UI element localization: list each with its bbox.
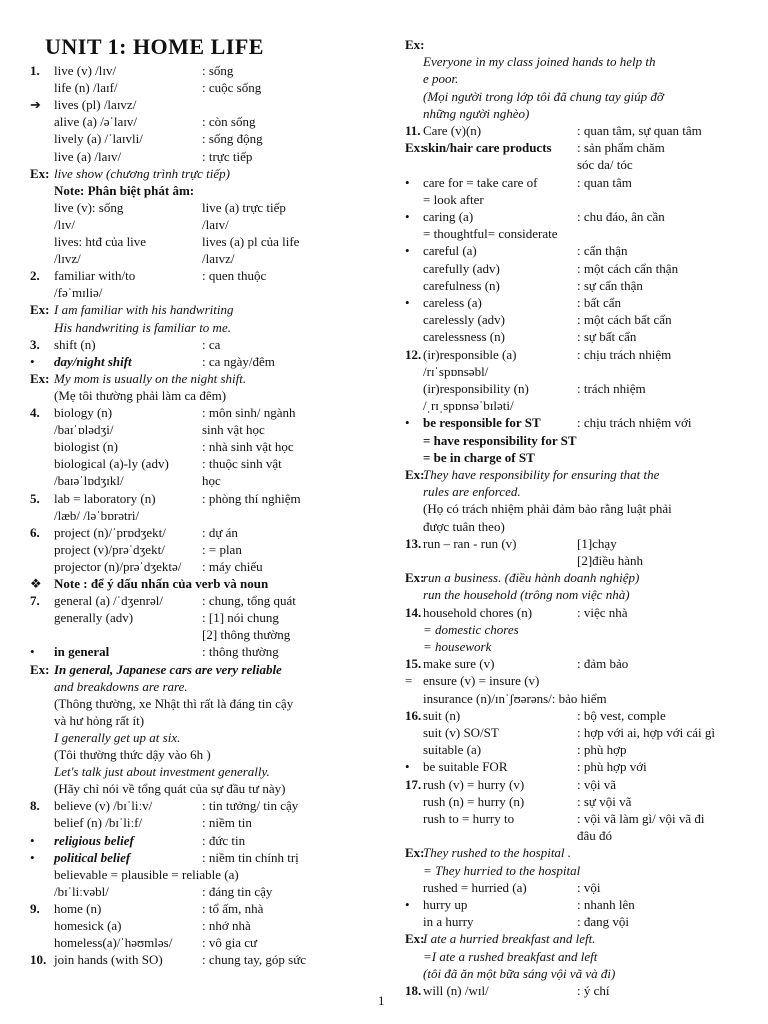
line-term: day/night shift (54, 353, 132, 369)
line-marker: 7. (30, 593, 40, 609)
line-term: care for = take care of (423, 174, 538, 190)
line-term: /bɪˈliːvəbl/ (54, 883, 109, 899)
line-term: home (n) (54, 900, 102, 916)
line-term: carefully (adv) (423, 260, 500, 276)
line-term: /baɪˈɒlədʒi/ (54, 422, 114, 438)
line-term: lively (a) /ˈlaɪvli/ (54, 131, 143, 147)
line-marker: 16. (405, 707, 422, 723)
line-term: được tuân theo) (423, 518, 505, 534)
line-term: They have responsibility for ensuring that the (423, 467, 660, 482)
line-meaning: : cẩn thận (577, 243, 628, 259)
line-term: /ˌrɪˌspɒnsəˈbɪləti/ (423, 398, 514, 414)
line-term: = domestic chores (423, 621, 519, 637)
line-meaning: : dự án (202, 524, 238, 540)
line-marker: Ex: (405, 931, 425, 947)
line-term: /baɪəˈlɒdʒɪkl/ (54, 473, 124, 489)
line-marker: Ex: (405, 467, 425, 482)
line-term: I am familiar with his handwriting (54, 302, 234, 318)
line-meaning: : bộ vest, comple (577, 707, 666, 723)
line-term: believable = plausible = reliable (a) (54, 866, 239, 882)
line-marker: 18. (405, 983, 422, 998)
line-marker: 17. (405, 776, 422, 792)
line-term: project (n)/ˈprɒdʒekt/ (54, 524, 166, 540)
line-marker: 4. (30, 405, 40, 420)
line-marker: Ex: (405, 140, 425, 156)
line-meaning: : quen thuộc (202, 268, 267, 284)
line-term: join hands (with SO) (54, 952, 163, 968)
line-marker: • (405, 897, 410, 912)
line-term: project (v)/prəˈdʒekt/ (54, 541, 165, 557)
line-term: = look after (423, 191, 484, 207)
line-meaning: : trách nhiệm (577, 381, 646, 396)
line-marker: 15. (405, 656, 422, 672)
line-meaning: : phòng thí nghiệm (202, 490, 301, 506)
line-term: = be in charge of ST (423, 449, 535, 465)
line-term: và hư hỏng rất ít) (54, 712, 145, 728)
line-term: careless (a) (423, 295, 482, 310)
line-term: In general, Japanese cars are very reliable (54, 661, 282, 677)
line-term: Note: Phân biệt phát âm: (54, 182, 195, 198)
line-meaning: : cuộc sống (202, 80, 262, 96)
line-term: biological (a)-ly (adv) (54, 456, 169, 472)
line-marker: Ex: (405, 37, 425, 52)
line-meaning: : phù hợp (577, 742, 627, 758)
line-marker: 10. (30, 952, 47, 968)
line-term: generally (adv) (54, 610, 134, 626)
line-meaning: : thuộc sinh vật (202, 456, 282, 472)
line-term: (Thông thường, xe Nhật thì rất là đáng tin cậy (54, 695, 294, 711)
line-meaning: : sự vội vã (577, 793, 632, 809)
line-meaning: : đảm bảo (577, 656, 629, 672)
line-meaning: : chung tay, góp sức (202, 952, 307, 968)
line-term: (Hãy chỉ nói về tổng quát của sự đầu tư này) (54, 781, 286, 797)
line-term: carelessness (n) (423, 329, 505, 345)
line-meaning: : vội vã (577, 776, 616, 792)
line-meaning: : trực tiếp (202, 148, 253, 164)
line-marker: 8. (30, 798, 40, 814)
line-meaning: : vô gia cư (202, 935, 258, 951)
line-term: My mom is usually on the night shift. (54, 370, 247, 386)
line-term: biology (n) (54, 405, 113, 420)
line-term: Everyone in my class joined hands to help th (423, 54, 656, 70)
line-meaning: : phù hợp với (577, 759, 647, 775)
line-marker: Ex: (30, 661, 50, 677)
line-term: lives (pl) /laɪvz/ (54, 97, 137, 113)
line-meaning: : đức tin (202, 832, 246, 848)
line-meaning: [2] thông thường (202, 627, 291, 643)
line-term: (Họ có trách nhiệm phải đảm bảo rằng luật phải (423, 501, 672, 517)
line-term: I generally get up at six. (54, 729, 181, 745)
line-term: = thoughtful= considerate (423, 226, 558, 242)
line-meaning: : ý chí (577, 983, 610, 998)
line-term: in general (54, 644, 110, 660)
line-term: /lɪv/ (54, 216, 75, 232)
line-marker: = (405, 673, 413, 689)
line-meaning: : niềm tin chính trị (202, 849, 299, 865)
line-term: /rɪˈspɒnsəbl/ (423, 363, 489, 379)
line-marker: • (405, 295, 410, 310)
line-marker: Ex: (30, 165, 50, 181)
line-term: familiar with/to (54, 268, 136, 284)
line-meaning: live (a) trực tiếp (202, 199, 286, 215)
line-meaning: : sống động (202, 131, 263, 147)
line-meaning: : chung, tổng quát (202, 593, 296, 609)
line-term: His handwriting is familiar to me. (54, 319, 231, 335)
line-term: household chores (n) (423, 604, 533, 620)
line-meaning: : nhà sinh vật học (202, 439, 294, 455)
line-marker: 6. (30, 524, 40, 540)
line-term: (tôi đã ăn một bữa sáng vội vã và đi) (423, 965, 616, 981)
line-term: /læb/ /ləˈbɒrətri/ (54, 507, 140, 523)
line-term: believe (v) /bɪˈliːv/ (54, 798, 153, 814)
line-term: will (n) /wɪl/ (423, 983, 489, 998)
line-marker: Ex: (405, 845, 425, 861)
line-meaning: học (202, 473, 221, 489)
line-term: rush (v) = hurry (v) (423, 776, 525, 792)
page-number: 1 (378, 993, 385, 1008)
line-term: and breakdowns are rare. (54, 678, 188, 694)
line-term: live (v): sống (54, 199, 124, 215)
line-meaning: : tin tưởng/ tin cậy (202, 798, 299, 814)
line-term: (ir)responsible (a) (423, 346, 517, 362)
line-marker: • (30, 353, 35, 369)
line-meaning: : vội (577, 879, 601, 895)
line-meaning: [1]chạy (577, 535, 617, 551)
line-term: live (v) /lɪv/ (54, 63, 117, 78)
line-term: insurance (n)/ɪnˈʃʊərəns/: bảo hiểm (423, 690, 607, 706)
line-meaning: : tổ ấm, nhà (202, 900, 264, 916)
line-meaning: : chịu trách nhiệm với (577, 415, 692, 431)
line-term: rules are enforced. (423, 484, 521, 500)
line-term: They rushed to the hospital . (423, 845, 572, 861)
line-term: rushed = hurried (a) (423, 879, 527, 895)
line-term: =I ate a rushed breakfast and left (423, 948, 598, 964)
line-meaning: : quan tâm (577, 174, 632, 190)
line-term: general (a) /ˈdʒenrəl/ (54, 593, 163, 609)
line-meaning: : đáng tin cậy (202, 883, 273, 899)
line-term: run – ran - run (v) (423, 535, 517, 551)
line-meaning: : hợp với ai, hợp với cái gì (577, 725, 715, 740)
line-meaning: : quan tâm, sự quan tâm (577, 123, 702, 138)
line-marker: 13. (405, 535, 422, 551)
line-term: life (n) /laɪf/ (54, 80, 118, 96)
line-marker: 5. (30, 490, 40, 506)
line-marker: 1. (30, 63, 40, 78)
line-term: homesick (a) (54, 918, 122, 933)
page-title: UNIT 1: HOME LIFE (45, 34, 264, 59)
line-term: = housework (423, 639, 492, 654)
line-meaning: : = plan (202, 541, 242, 557)
line-term: rush to = hurry to (423, 811, 515, 826)
line-term: live (a) /laɪv/ (54, 148, 122, 164)
line-term: alive (a) /əˈlaɪv/ (54, 114, 138, 130)
line-term: suit (v) SO/ST (423, 725, 499, 740)
line-meaning: : chịu trách nhiệm (577, 346, 672, 362)
line-marker: • (405, 209, 410, 224)
line-meaning: : bất cẩn (577, 295, 622, 310)
line-marker: • (405, 415, 410, 431)
line-marker: • (30, 849, 35, 865)
line-term: suitable (a) (423, 742, 482, 758)
line-meaning: : môn sinh/ ngành (202, 405, 296, 420)
line-term: rush (n) = hurry (n) (423, 793, 525, 809)
line-term: Note : để ý dấu nhấn của verb và noun (54, 576, 269, 591)
line-marker: ➔ (30, 97, 41, 113)
line-marker: • (30, 832, 35, 848)
line-marker: • (405, 243, 410, 259)
line-meaning: sóc da/ tóc (577, 157, 633, 173)
line-meaning: : đang vội (577, 914, 629, 930)
line-term: lab = laboratory (n) (54, 490, 156, 506)
line-term: Let's talk just about investment generally. (54, 764, 270, 780)
line-marker: 9. (30, 900, 40, 916)
line-meaning: : vội vã làm gì/ vội vã đi (577, 811, 705, 826)
line-term: belief (n) /bɪˈliːf/ (54, 815, 143, 831)
line-term: political belief (54, 849, 131, 865)
line-term: carefulness (n) (423, 277, 500, 293)
line-term: biologist (n) (54, 439, 118, 455)
line-term: Care (v)(n) (423, 123, 482, 138)
line-term: make sure (v) (423, 656, 495, 672)
line-marker: 11. (405, 123, 421, 138)
line-meaning: /laɪvz/ (202, 251, 235, 267)
line-meaning: : còn sống (202, 114, 256, 130)
line-meaning: : chu đáo, ân cần (577, 209, 665, 224)
line-term: in a hurry (423, 914, 474, 930)
line-meaning: sinh vật học (202, 422, 265, 438)
line-marker: 14. (405, 604, 422, 620)
line-marker: 3. (30, 336, 40, 352)
line-term: be responsible for ST (423, 415, 541, 431)
line-term: = They hurried to the hospital (423, 862, 581, 878)
line-meaning: đâu đó (577, 828, 613, 844)
line-term: lives: htđ của live (54, 234, 147, 249)
line-marker: Ex: (30, 370, 50, 386)
line-meaning: : sự cẩn thận (577, 277, 643, 293)
line-meaning: /laɪv/ (202, 216, 229, 232)
line-term: live show (chương trình trực tiếp) (54, 165, 231, 181)
line-meaning: : [1] nói chung (202, 610, 279, 626)
line-term: ensure (v) = insure (v) (423, 673, 540, 689)
line-term: carelessly (adv) (423, 312, 505, 328)
line-meaning: : thông thường (202, 644, 279, 660)
line-term: /fəˈmɪliə/ (54, 285, 103, 301)
line-meaning: : một cách bất cẩn (577, 312, 672, 328)
line-term: shift (n) (54, 336, 96, 352)
line-meaning: : một cách cẩn thận (577, 260, 679, 276)
line-marker: 2. (30, 268, 40, 284)
line-meaning: : sự bất cẩn (577, 329, 637, 345)
line-term: (Mẹ tôi thường phải làm ca đêm) (54, 387, 227, 403)
line-term: projector (n)/prəˈdʒektə/ (54, 558, 182, 574)
line-meaning: [2]điều hành (577, 553, 644, 568)
line-meaning: : sống (202, 63, 234, 78)
line-term: run the household (trông nom việc nhà) (423, 587, 630, 603)
line-term: I ate a hurried breakfast and left. (423, 931, 596, 947)
line-term: hurry up (423, 897, 468, 912)
line-meaning: : sản phẩm chăm (577, 140, 665, 156)
line-term: homeless(a)/ˈhəʊmləs/ (54, 935, 173, 951)
line-marker: Ex: (30, 302, 50, 318)
line-meaning: : nhanh lên (577, 897, 635, 912)
line-term: /lɪvz/ (54, 251, 81, 267)
line-marker: Ex: (405, 570, 425, 586)
line-term: skin/hair care products (423, 140, 552, 156)
line-term: caring (a) (423, 209, 474, 224)
line-marker: • (30, 644, 35, 660)
line-marker: 12. (405, 346, 422, 362)
line-meaning: : máy chiếu (202, 558, 263, 574)
line-term: careful (a) (423, 243, 477, 259)
line-term: = have responsibility for ST (423, 432, 577, 448)
line-term: be suitable FOR (423, 759, 508, 775)
line-term: e poor. (423, 71, 459, 87)
line-meaning: : việc nhà (577, 604, 628, 620)
line-marker: • (405, 759, 410, 775)
line-meaning: : ca ngày/đêm (202, 353, 275, 369)
line-term: run a business. (điều hành doanh nghiệp) (423, 570, 640, 586)
line-term: religious belief (54, 832, 134, 848)
line-meaning: lives (a) pl của life (202, 234, 300, 249)
line-marker: • (405, 174, 410, 190)
line-meaning: : niềm tin (202, 815, 252, 831)
line-marker: ❖ (30, 576, 42, 591)
line-term: những người nghèo) (423, 105, 530, 121)
line-meaning: : nhớ nhà (202, 918, 251, 933)
line-term: (Mọi người trong lớp tôi đã chung tay giúp đỡ (423, 88, 664, 104)
line-term: suit (n) (423, 707, 461, 723)
line-term: (Tôi thường thức dậy vào 6h ) (54, 747, 211, 762)
line-meaning: : ca (202, 336, 221, 352)
line-term: (ir)responsibility (n) (423, 381, 529, 396)
